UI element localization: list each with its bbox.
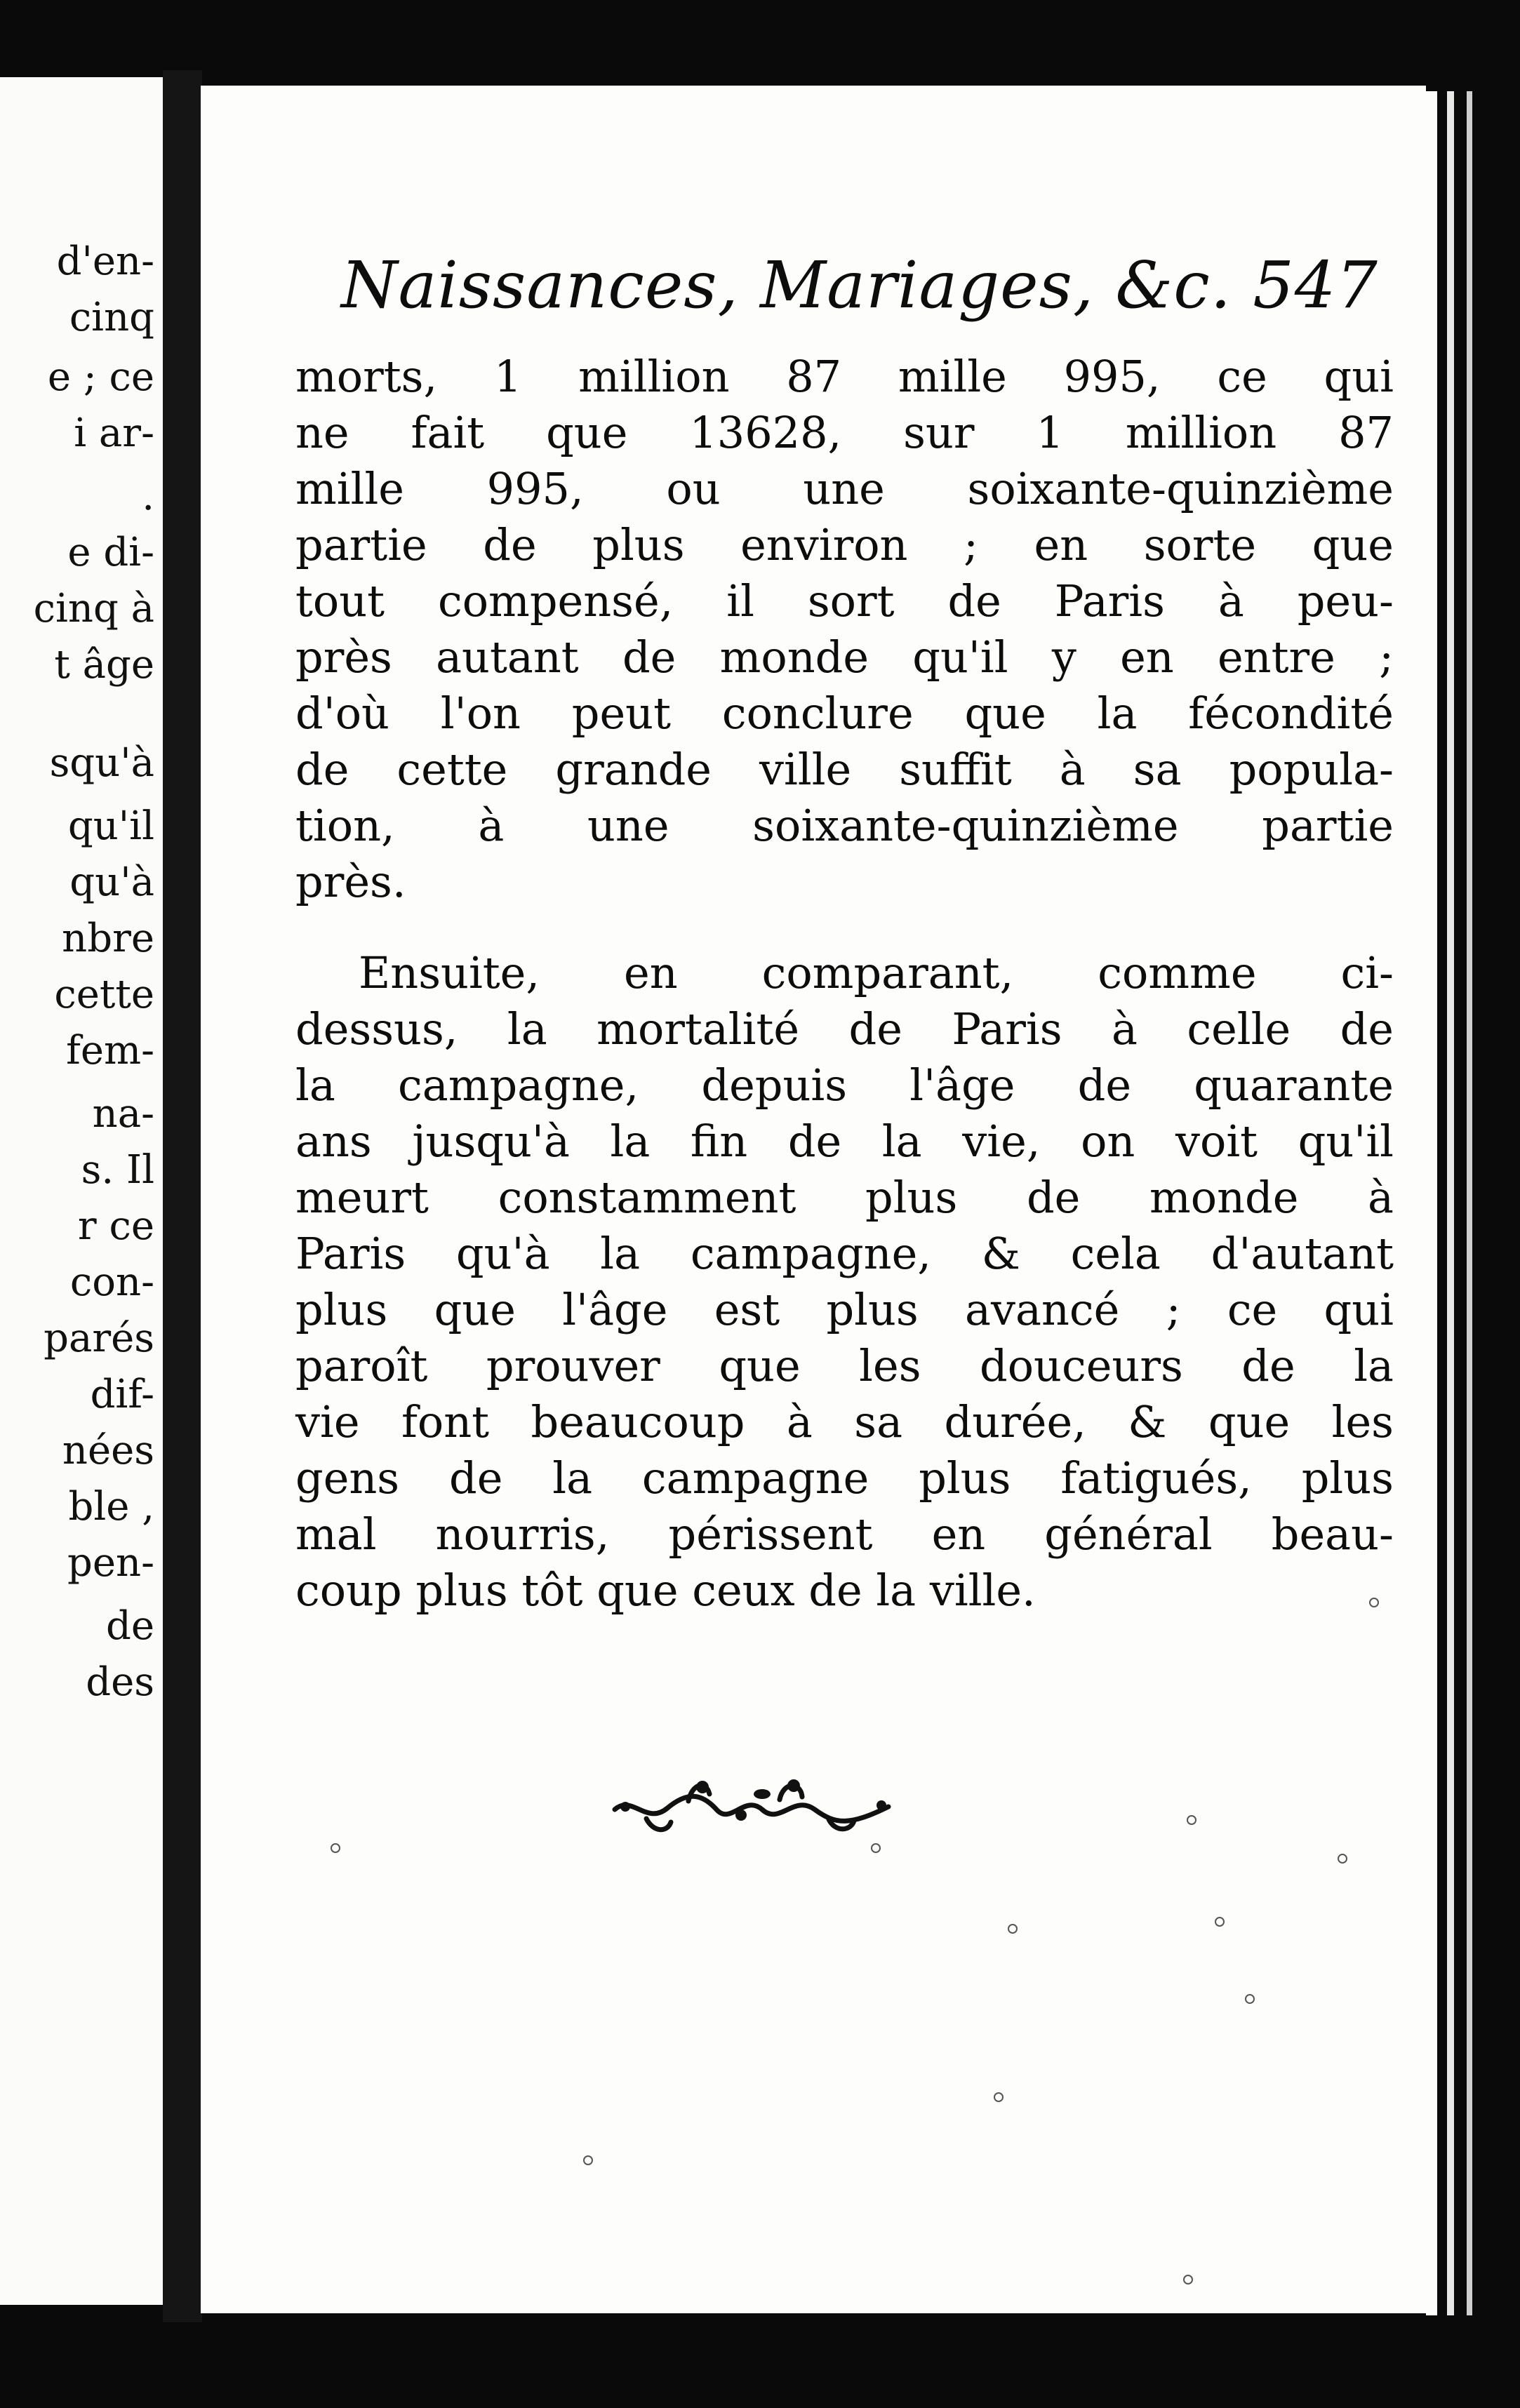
text-line: plus que l'âge est plus avancé ; ce qui [295,1284,1394,1335]
fleuron-ornament-icon [604,1766,899,1843]
scan-speck [1369,1598,1379,1607]
text-line: mal nourris, périssent en général beau- [295,1509,1394,1560]
text-line: d'où l'on peut conclure que la fécondité [295,688,1394,739]
book-gutter [163,70,202,2322]
scan-speck [871,1843,881,1853]
facing-page-text-fragment: pen- [67,1540,154,1586]
text-line: morts, 1 million 87 mille 995, ce qui [295,351,1394,402]
paragraph-gap [295,910,1394,945]
scan-speck [1183,2275,1193,2285]
text-line: Ensuite, en comparant, comme ci- [359,947,1394,998]
text-line: tion, à une soixante-quinzième partie [295,800,1394,851]
text-line: mille 995, ou une soixante-quinzième [295,463,1394,514]
facing-page-text-fragment: cinq à [33,586,154,631]
facing-page-text-fragment: de [106,1603,154,1649]
text-line: ne fait que 13628, sur 1 million 87 [295,407,1394,458]
facing-page-text-fragment: con- [69,1259,154,1305]
facing-page-text-fragment: fem- [66,1028,154,1073]
facing-page-text-fragment: ble , [68,1484,154,1530]
facing-page-text-fragment: nbre [62,916,154,961]
facing-page-text-fragment: na- [92,1091,154,1137]
text-line: gens de la campagne plus fatigués, plus [295,1452,1394,1504]
text-line: près autant de monde qu'il y en entre ; [295,631,1394,683]
text-line: paroît prouver que les douceurs de la [295,1340,1394,1391]
running-head: Naissances, Mariages, &c. 547 [341,248,1378,323]
facing-page-text-fragment: e ; ce [47,354,154,400]
text-line: dessus, la mortalité de Paris à celle de [295,1003,1394,1055]
facing-page-text-fragment: i ar- [74,410,154,456]
text-line: Paris qu'à la campagne, & cela d'autant [295,1228,1394,1279]
page-edge [1447,91,1454,2315]
text-line: partie de plus environ ; en sorte que [295,519,1394,570]
facing-page-text-fragment: cette [54,972,154,1017]
text-line: près. [295,856,406,907]
scan-speck [1338,1854,1347,1864]
facing-page-text-fragment: squ'à [49,740,154,786]
facing-page-text-fragment: r ce [77,1203,154,1249]
page-edge [1467,91,1472,2315]
scan-speck [331,1843,340,1853]
facing-page-text-fragment: t âge [54,642,154,688]
text-line: meurt constamment plus de monde à [295,1172,1394,1223]
text-line: la campagne, depuis l'âge de quarante [295,1059,1394,1111]
facing-page-text-fragment: dif- [90,1372,154,1417]
scan-speck [1245,1994,1255,2004]
facing-page-text-fragment: d'en- [56,239,154,284]
facing-page-text-fragment: parés [44,1316,154,1361]
facing-page-text-fragment: . [142,474,154,519]
facing-page-fragment [0,77,163,2305]
facing-page-text-fragment: nées [62,1428,154,1473]
facing-page-text-fragment: qu'à [69,859,154,905]
text-line: tout compensé, il sort de Paris à peu- [295,575,1394,627]
scan-speck [1215,1917,1225,1927]
book-page [201,86,1426,2313]
body-text [295,349,1394,1619]
scan-speck [994,2092,1004,2102]
text-line: ans jusqu'à la fin de la vie, on voit qu'il [295,1116,1394,1167]
page-edge [1426,91,1437,2315]
facing-page-text-fragment: des [86,1659,154,1705]
facing-page-text-fragment: e di- [67,530,154,575]
scan-speck [583,2155,593,2165]
scan-speck [1187,1815,1196,1825]
text-line: de cette grande ville suffit à sa popula- [295,744,1394,795]
facing-page-text-fragment: cinq [69,295,154,340]
facing-page-text-fragment: qu'il [67,803,154,849]
text-line: vie font beaucoup à sa durée, & que les [295,1396,1394,1447]
text-line: coup plus tôt que ceux de la ville. [295,1565,1036,1616]
facing-page-text-fragment: s. Il [81,1147,154,1193]
scan-speck [1008,1924,1018,1934]
